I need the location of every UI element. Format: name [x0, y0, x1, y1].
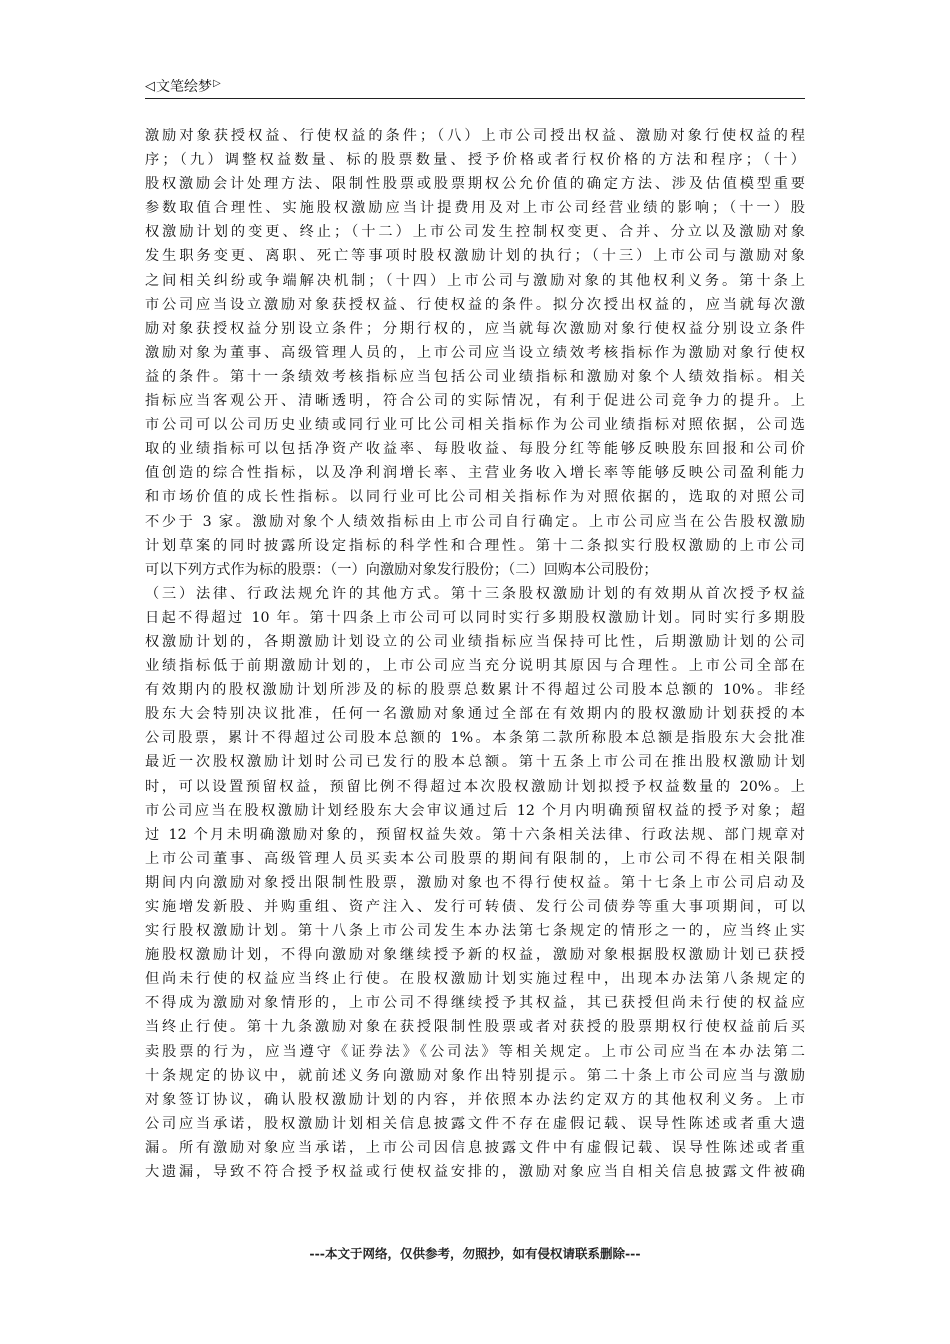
- text-line: 但尚未行使的权益应当终止行使。在股权激励计划实施过程中，出现本办法第八条规定的: [145, 971, 805, 988]
- text-line: 可以下列方式作为标的股票：（一）向激励对象发行股份；（二）回购本公司股份；: [145, 561, 658, 578]
- text-line: 指标应当客观公开、清晰透明，符合公司的实际情况，有利于促进公司竞争力的提升。上: [145, 393, 805, 410]
- text-line: 益的条件。第十一条绩效考核指标应当包括公司业绩指标和激励对象个人绩效指标。相关: [145, 368, 805, 385]
- left-triangle-icon: ◁: [145, 78, 155, 94]
- text-line: 公司股票，累计不得超过公司股本总额的 1%。本条第二款所称股本总额是指股东大会批准: [145, 730, 805, 747]
- text-line: 权激励计划的，各期激励计划设立的公司业绩指标应当保持可比性，后期激励计划的公司: [145, 633, 805, 650]
- text-line: 市公司可以公司历史业绩或同行业可比公司相关指标作为公司业绩指标对照依据，公司选: [145, 417, 805, 434]
- text-line: 漏。所有激励对象应当承诺，上市公司因信息披露文件中有虚假记载、误导性陈述或者重: [145, 1139, 805, 1156]
- text-line: 发生职务变更、离职、死亡等事项时股权激励计划的执行；（十三）上市公司与激励对象: [145, 248, 805, 265]
- text-line: 取的业绩指标可以包括净资产收益率、每股收益、每股分红等能够反映股东回报和公司价: [145, 441, 805, 458]
- right-triangle-icon: ▷: [213, 77, 221, 89]
- page-footer: ---本文于网络，仅供参考，勿照抄，如有侵权请联系删除---: [309, 1246, 641, 1261]
- text-line: 激励对象获授权益、行使权益的条件；（八）上市公司授出权益、激励对象行使权益的程: [145, 128, 805, 144]
- text-line: 不得成为激励对象情形的，上市公司不得继续授予其权益，其已获授但尚未行使的权益应: [145, 995, 805, 1012]
- text-line: 卖股票的行为，应当遵守《证券法》《公司法》等相关规定。上市公司应当在本办法第二: [145, 1043, 805, 1060]
- text-line: 股权激励会计处理方法、限制性股票或股票期权公允价值的确定方法、涉及估值模型重要: [145, 176, 805, 193]
- page-header: [145, 74, 805, 99]
- text-line: 不少于 3 家。激励对象个人绩效指标由上市公司自行确定。上市公司应当在公告股权激励: [145, 513, 805, 530]
- text-line: 实行股权激励计划。第十八条上市公司发生本办法第七条规定的情形之一的，应当终止实: [145, 923, 805, 940]
- brand-logo: [145, 76, 221, 96]
- text-line: 有效期内的股权激励计划所涉及的标的股票总数累计不得超过公司股本总额的 10%。非经: [145, 682, 805, 699]
- text-line: 市公司应当在股权激励计划经股东大会审议通过后 12 个月内明确预留权益的授予对象；超: [145, 802, 805, 819]
- text-line: 日起不得超过 10 年。第十四条上市公司可以同时实行多期股权激励计划。同时实行多期股: [145, 609, 805, 626]
- text-line: 和市场价值的成长性指标。以同行业可比公司相关指标作为对照依据的，选取的对照公司: [145, 489, 805, 506]
- text-line: 业绩指标低于前期激励计划的，上市公司应当充分说明其原因与合理性。上市公司全部在: [145, 658, 805, 675]
- text-line: 值创造的综合性指标，以及净利润增长率、主营业务收入增长率等能够反映公司盈利能力: [145, 465, 805, 482]
- document-body: [145, 124, 805, 1184]
- text-line: 市公司应当设立激励对象获授权益、行使权益的条件。拟分次授出权益的，应当就每次激: [145, 296, 805, 313]
- text-line: 计划草案的同时披露所设定指标的科学性和合理性。第十二条拟实行股权激励的上市公司: [145, 537, 805, 554]
- text-line: 施股权激励计划，不得向激励对象继续授予新的权益，激励对象根据股权激励计划已获授: [145, 947, 805, 964]
- text-line: 权激励计划的变更、终止；（十二）上市公司发生控制权变更、合并、分立以及激励对象: [145, 224, 805, 241]
- text-line: 对象签订协议，确认股权激励计划的内容，并依照本办法约定双方的其他权利义务。上市: [145, 1091, 805, 1108]
- text-line: 之间相关纠纷或争端解决机制；（十四）上市公司与激励对象的其他权利义务。第十条上: [145, 272, 805, 289]
- text-line: 大遗漏，导致不符合授予权益或行使权益安排的，激励对象应当自相关信息披露文件被确: [145, 1164, 805, 1181]
- text-line: 序；（九）调整权益数量、标的股票数量、授予价格或者行权价格的方法和程序；（十）: [145, 152, 805, 169]
- text-line: 激励对象为董事、高级管理人员的，上市公司应当设立绩效考核指标作为激励对象行使权: [145, 344, 805, 361]
- text-line: 时，可以设置预留权益，预留比例不得超过本次股权激励计划拟授予权益数量的 20%。上: [145, 778, 805, 795]
- text-line: （三）法律、行政法规允许的其他方式。第十三条股权激励计划的有效期从首次授予权益: [145, 585, 805, 602]
- text-line: 励对象获授权益分别设立条件；分期行权的，应当就每次激励对象行使权益分别设立条件: [145, 320, 805, 337]
- text-line: 过 12 个月未明确激励对象的，预留权益失效。第十六条相关法律、行政法规、部门规章对: [145, 826, 805, 843]
- brand-name: 文笔绘梦: [156, 79, 212, 95]
- text-line: 参数取值合理性、实施股权激励应当计提费用及对上市公司经营业绩的影响；（十一）股: [145, 200, 805, 217]
- text-line: 上市公司董事、高级管理人员买卖本公司股票的期间有限制的，上市公司不得在相关限制: [145, 850, 805, 867]
- text-line: 最近一次股权激励计划时公司已发行的股本总额。第十五条上市公司在推出股权激励计划: [145, 754, 805, 771]
- text-line: 期间内向激励对象授出限制性股票，激励对象也不得行使权益。第十七条上市公司启动及: [145, 874, 805, 891]
- text-line: 十条规定的协议中，就前述义务向激励对象作出特别提示。第二十条上市公司应当与激励: [145, 1067, 805, 1084]
- text-line: 实施增发新股、并购重组、资产注入、发行可转债、发行公司债券等重大事项期间，可以: [145, 899, 805, 915]
- text-line: 当终止行使。第十九条激励对象在获授限制性股票或者对获授的股票期权行使权益前后买: [145, 1019, 805, 1036]
- text-line: 股东大会特别决议批准，任何一名激励对象通过全部在有效期内的股权激励计划获授的本: [145, 706, 805, 723]
- text-line: 公司应当承诺，股权激励计划相关信息披露文件不存在虚假记载、误导性陈述或者重大遗: [145, 1115, 805, 1132]
